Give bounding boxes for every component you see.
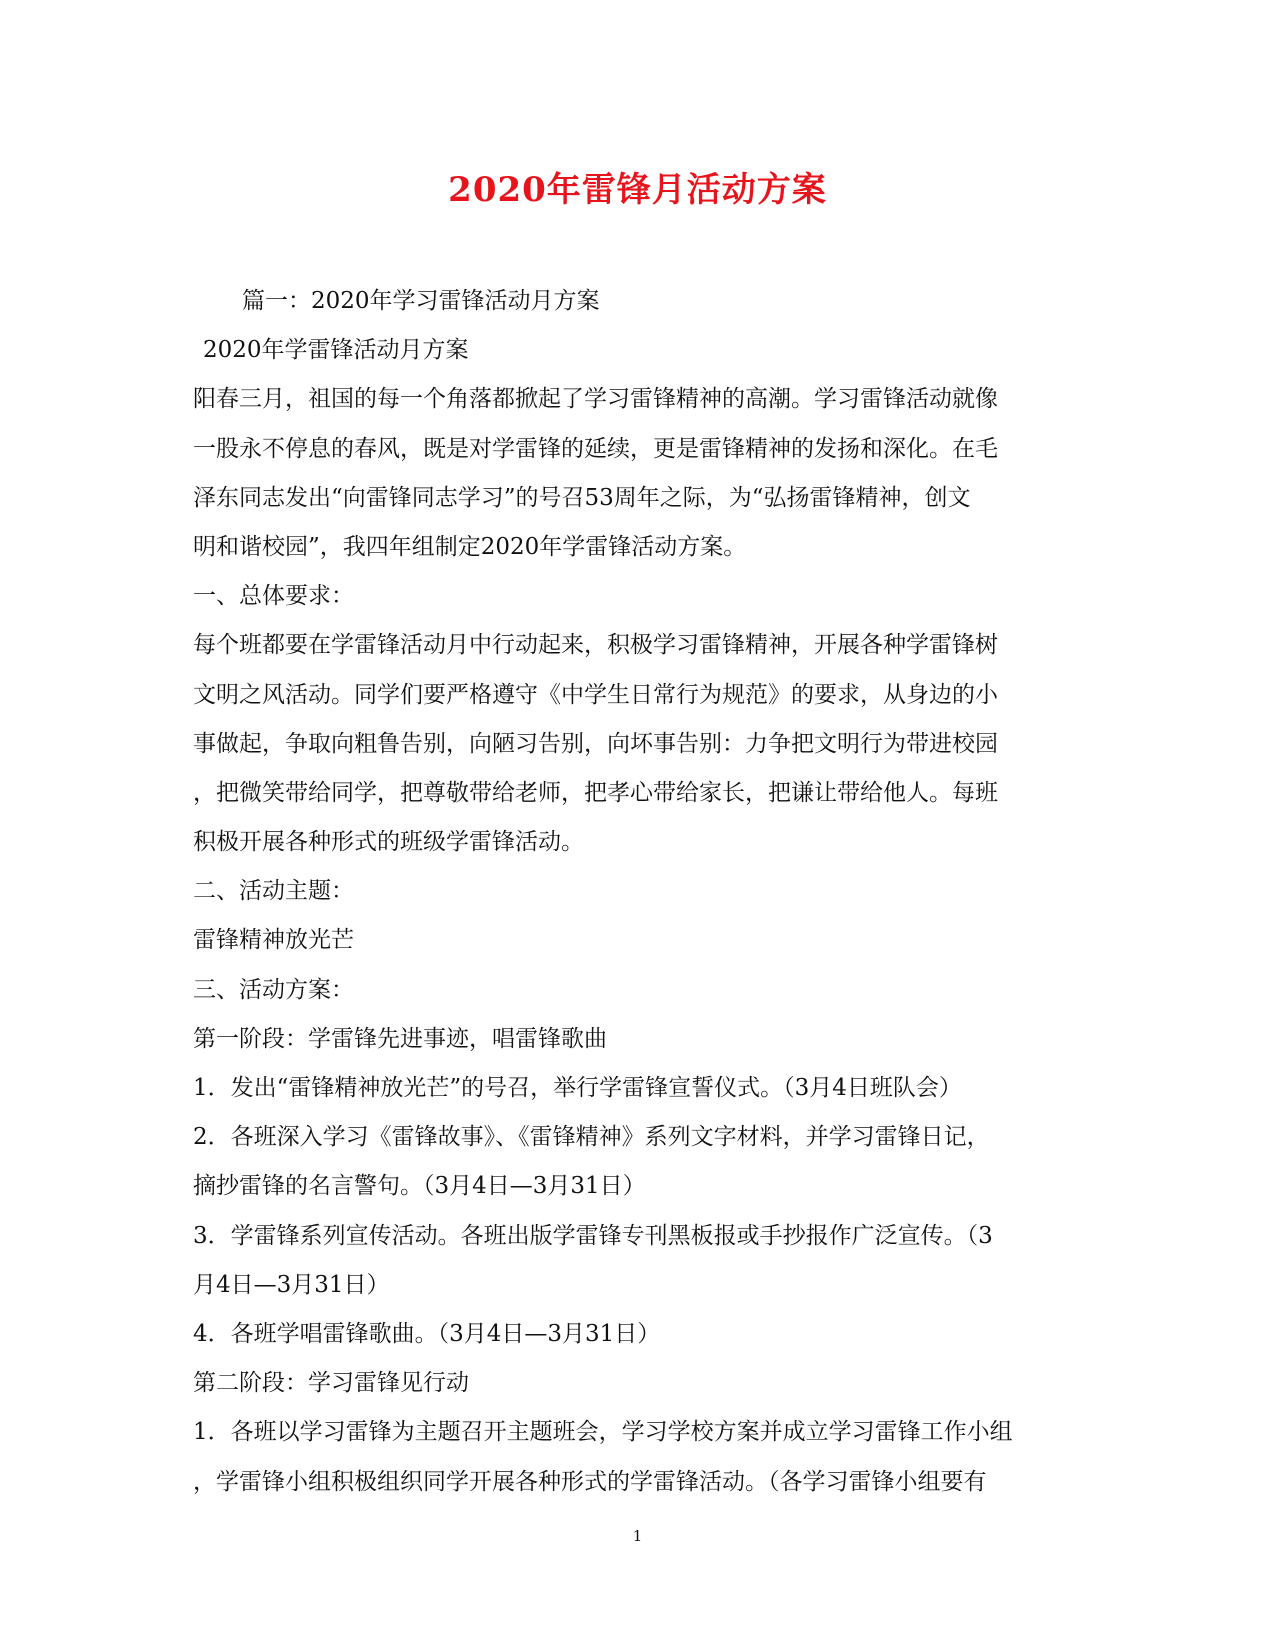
heading-line: 一、总体要求： bbox=[193, 583, 354, 610]
heading-line: 三、活动方案： bbox=[193, 976, 354, 1003]
list-item: 1．发出“雷锋精神放光芒”的号召，举行学雷锋宣誓仪式。（3月4日班队会） bbox=[193, 1075, 962, 1101]
paragraph-line: 阳春三月，祖国的每一个角落都掀起了学习雷锋精神的高潮。学习雷锋活动就像 bbox=[193, 386, 998, 413]
list-item-continuation: 月4日—3月31日） bbox=[193, 1271, 390, 1298]
heading-line: 第二阶段：学习雷锋见行动 bbox=[193, 1370, 469, 1397]
list-item-continuation: 摘抄雷锋的名言警句。（3月4日—3月31日） bbox=[193, 1173, 646, 1200]
page-number: 1 bbox=[632, 1527, 643, 1545]
paragraph-line: 雷锋精神放光芒 bbox=[193, 927, 354, 954]
paragraph-line: 每个班都要在学雷锋活动月中行动起来，积极学习雷锋精神，开展各种学雷锋树 bbox=[193, 632, 998, 659]
paragraph-line: 明和谐校园”，我四年组制定2020年学雷锋活动方案。 bbox=[193, 533, 747, 560]
list-item: 3．学雷锋系列宣传活动。各班出版学雷锋专刊黑板报或手抄报作广泛宣传。（3 bbox=[193, 1222, 993, 1249]
list-item: 2．各班深入学习《雷锋故事》、《雷锋精神》系列文字材料，并学习雷锋日记， bbox=[193, 1124, 990, 1151]
list-item: 1．各班以学习雷锋为主题召开主题班会，学习学校方案并成立学习雷锋工作小组 bbox=[193, 1419, 1013, 1446]
subtitle: 2020年学雷锋活动月方案 bbox=[203, 337, 469, 364]
list-item: 4．各班学唱雷锋歌曲。（3月4日—3月31日） bbox=[193, 1320, 661, 1347]
paragraph-line: 文明之风活动。同学们要严格遵守《中学生日常行为规范》的要求，从身边的小 bbox=[193, 681, 998, 708]
heading-line: 第一阶段：学雷锋先进事迹，唱雷锋歌曲 bbox=[193, 1025, 607, 1052]
paragraph-line: 事做起，争取向粗鲁告别，向陋习告别，向坏事告别：力争把文明行为带进校园 bbox=[193, 730, 998, 757]
paragraph-line: 积极开展各种形式的班级学雷锋活动。 bbox=[193, 829, 584, 856]
section-heading: 篇一：2020年学习雷锋活动月方案 bbox=[242, 288, 600, 314]
paragraph-line: 一股永不停息的春风，既是对学雷锋的延续，更是雷锋精神的发扬和深化。在毛 bbox=[193, 435, 998, 462]
document-body bbox=[193, 277, 1083, 1507]
heading-line: 二、活动主题： bbox=[193, 878, 354, 905]
list-item-continuation: ，学雷锋小组积极组织同学开展各种形式的学雷锋活动。（各学习雷锋小组要有 bbox=[193, 1468, 987, 1495]
paragraph-line: 泽东同志发出“向雷锋同志学习”的号召53周年之际，为“弘扬雷锋精神，创文 bbox=[193, 484, 971, 511]
paragraph-line: ，把微笑带给同学，把尊敬带给老师，把孝心带给家长，把谦让带给他人。每班 bbox=[193, 779, 998, 806]
document-title: 2020年雷锋月活动方案 bbox=[448, 170, 827, 210]
